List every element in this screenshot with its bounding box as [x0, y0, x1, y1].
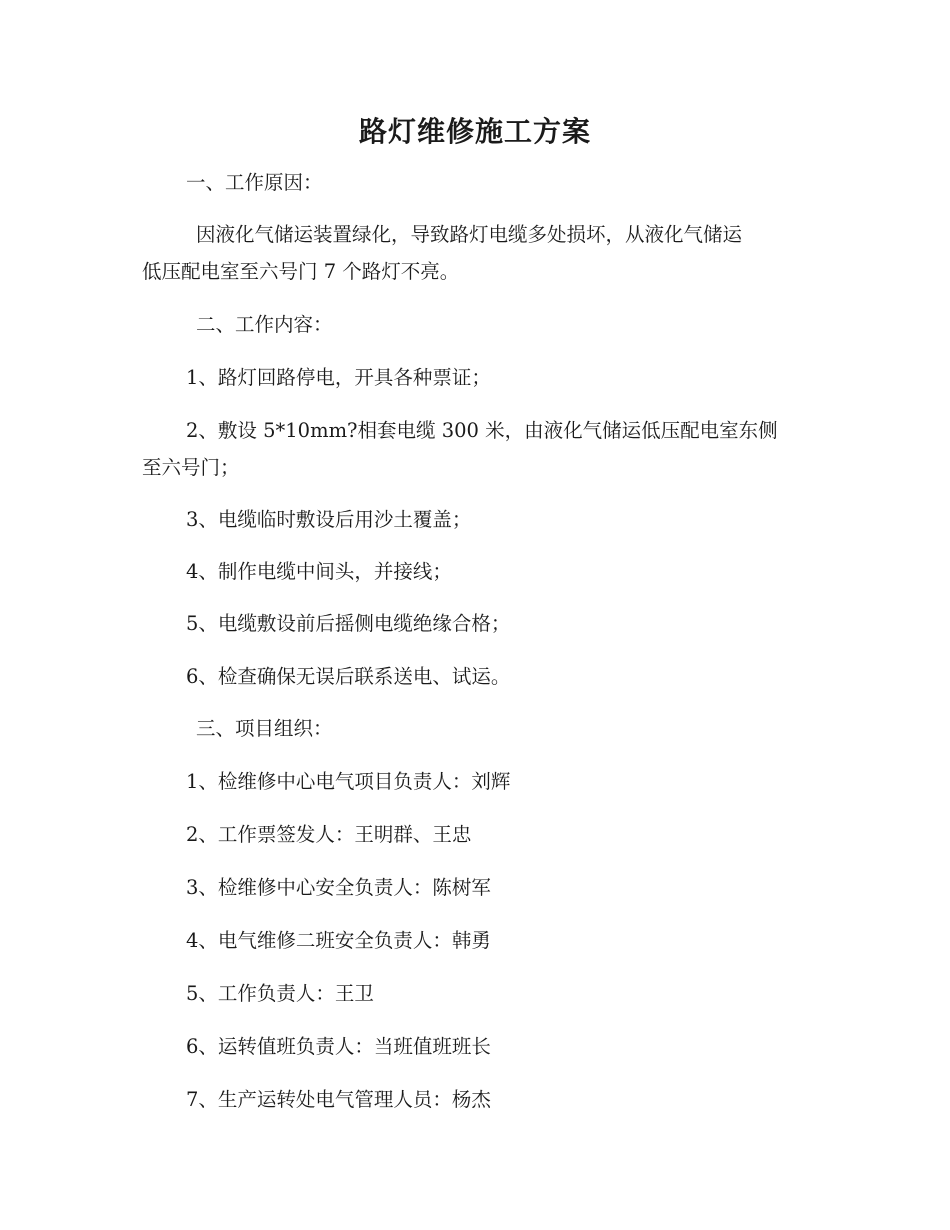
section2-item: 6、检查确保无误后联系送电、试运。 — [186, 665, 511, 688]
document-title: 路灯维修施工方案 — [358, 115, 591, 148]
section1-heading: 一、工作原因： — [186, 171, 323, 194]
section3-item: 2、工作票签发人：王明群、王忠 — [186, 823, 472, 846]
section1-paragraph-line2: 低压配电室至六号门 7 个路灯不亮。 — [142, 260, 460, 283]
section3-heading: 三、项目组织： — [196, 717, 333, 740]
section3-item: 7、生产运转处电气管理人员：杨杰 — [186, 1088, 491, 1111]
section2-item: 3、电缆临时敷设后用沙土覆盖； — [186, 508, 472, 531]
section2-item: 2、敷设 5*10mm?相套电缆 300 米，由液化气储运低压配电室东侧 — [186, 419, 778, 442]
section3-item: 6、运转值班负责人：当班值班班长 — [186, 1035, 491, 1058]
section2-item: 5、电缆敷设前后摇侧电缆绝缘合格； — [186, 612, 511, 635]
section1-paragraph-line1: 因液化气储运装置绿化，导致路灯电缆多处损坏，从液化气储运 — [196, 223, 743, 246]
section3-item: 4、电气维修二班安全负责人：韩勇 — [186, 929, 491, 952]
section3-item: 5、工作负责人：王卫 — [186, 982, 374, 1005]
section2-item: 4、制作电缆中间头，并接线； — [186, 560, 452, 583]
section2-heading: 二、工作内容： — [196, 313, 333, 336]
section3-item: 3、检维修中心安全负责人：陈树军 — [186, 876, 491, 899]
section2-item: 1、路灯回路停电，开具各种票证； — [186, 366, 491, 389]
section2-item-continuation: 至六号门； — [142, 456, 240, 479]
section3-item: 1、检维修中心电气项目负责人：刘辉 — [186, 770, 511, 793]
